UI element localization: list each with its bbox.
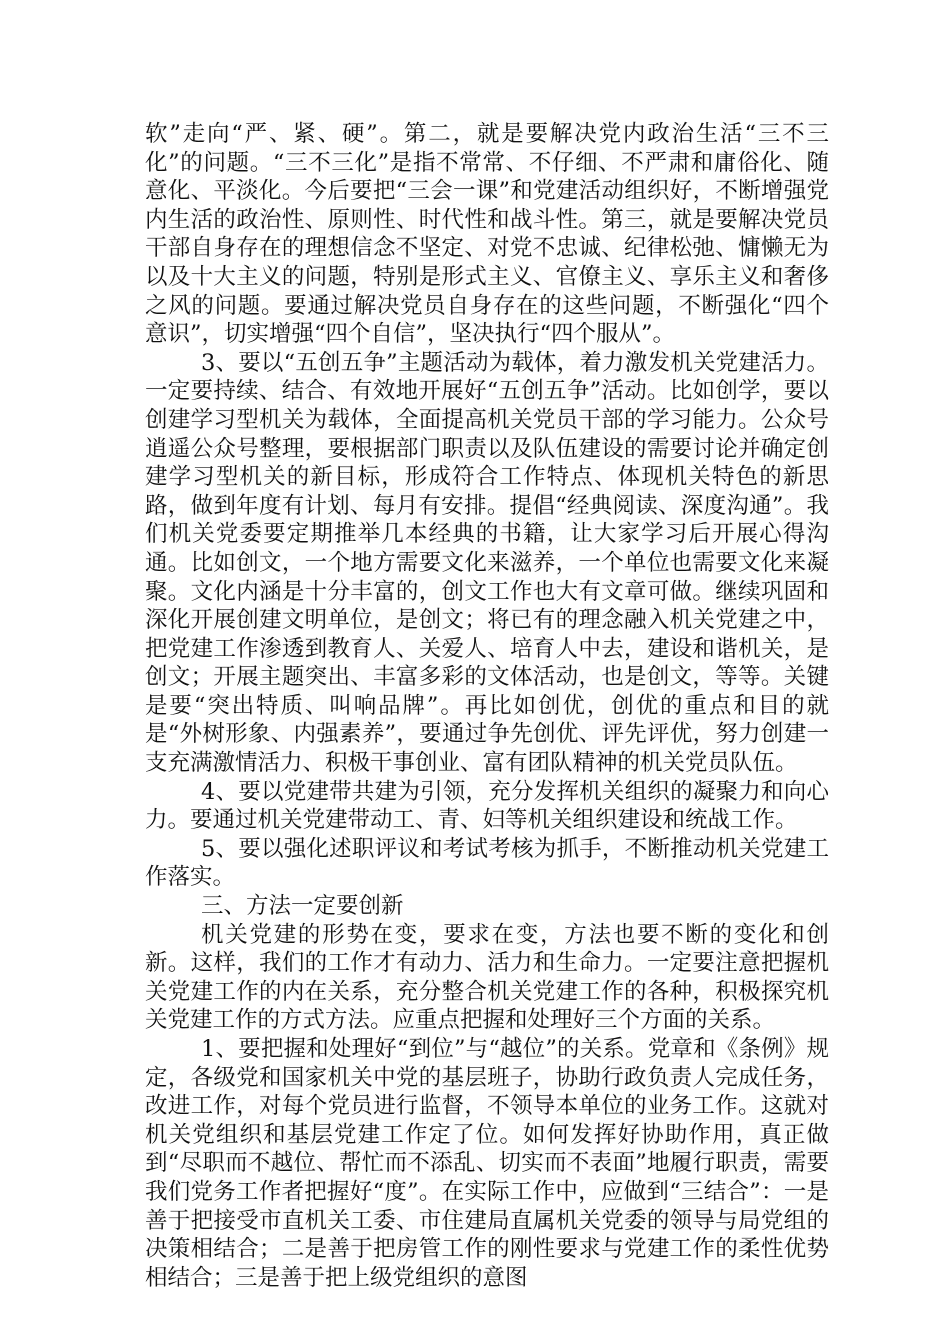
- paragraph: 3、要以“五创五争”主题活动为载体，着力激发机关党建活力。一定要持续、结合、有效地开展好“五创五争”活动。比如创学，要以创建学习型机关为载体，全面提高机关党员干部的学习能力。公众号逍遥公众号整理，要根据部门职责以及队伍建设的需要讨论并确定创建学习型机关的新目标，形成符合工作特点、体现机关特色的新思路，做到年度有计划、每月有安排。提倡“经典阅读、深度沟通”。我们机关党委要定期推举几本经典的书籍，让大家学习后开展心得沟通。比如创文，一个地方需要文化来滋养，一个单位也需要文化来凝聚。文化内涵是十分丰富的，创文工作也大有文章可做。继续巩固和深化开展创建文明单位，是创文；将已有的理念融入机关党建之中，把党建工作渗透到教育人、关爱人、培育人中去，建设和谐机关，是创文；开展主题突出、丰富多彩的文体活动，也是创文，等等。关键是要“突出特质、叫响品牌”。再比如创优，创优的重点和目的就是“外树形象、内强素养”，要通过争先创优、评先评优，努力创建一支充满激情活力、积极干事创业、富有团队精神的机关党员队伍。: [145, 349, 829, 777]
- section-heading: 三、方法一定要创新: [201, 893, 404, 920]
- paragraph: 机关党建的形势在变，要求在变，方法也要不断的变化和创新。这样，我们的工作才有动力、活力和生命力。一定要注意把握机关党建工作的内在关系，充分整合机关党建工作的各种，积极探究机关党建工作的方式方法。应重点把握和处理好三个方面的关系。: [145, 921, 829, 1034]
- paragraph: 5、要以强化述职评议和考试考核为抓手，不断推动机关党建工作落实。: [145, 835, 829, 891]
- document-page: [145, 120, 829, 1292]
- paragraph: 1、要把握和处理好“到位”与“越位”的关系。党章和《条例》规定，各级党和国家机关中党的基层班子，协助行政负责人完成任务，改进工作，对每个党员进行监督，不领导本单位的业务工作。这就对机关党组织和基层党建工作定了位。如何发挥好协助作用，真正做到“尽职而不越位、帮忙而不添乱、切实而不表面”地履行职责，需要我们党务工作者把握好“度”。在实际工作中，应做到“三结合”：一是善于把接受市直机关工委、市住建局直属机关党委的领导与局党组的决策相结合；二是善于把房管工作的刚性要求与党建工作的柔性优势相结合；三是善于把上级党组织的意图: [145, 1036, 829, 1291]
- paragraph: 4、要以党建带共建为引领，充分发挥机关组织的凝聚力和向心力。要通过机关党建带动工、青、妇等机关组织建设和统战工作。: [145, 778, 829, 834]
- paragraph: 软”走向“严、紧、硬”。第二，就是要解决党内政治生活“三不三化”的问题。“三不三化”是指不常常、不仔细、不严肃和庸俗化、随意化、平淡化。今后要把“三会一课”和党建活动组织好，不断增强党内生活的政治性、原则性、时代性和战斗性。第三，就是要解决党员干部自身存在的理想信念不坚定、对党不忠诚、纪律松弛、慵懒无为以及十大主义的问题，特别是形式主义、官僚主义、享乐主义和奢侈之风的问题。要通过解决党员自身存在的这些问题，不断强化“四个意识”，切实增强“四个自信”，坚决执行“四个服从”。: [145, 121, 829, 348]
